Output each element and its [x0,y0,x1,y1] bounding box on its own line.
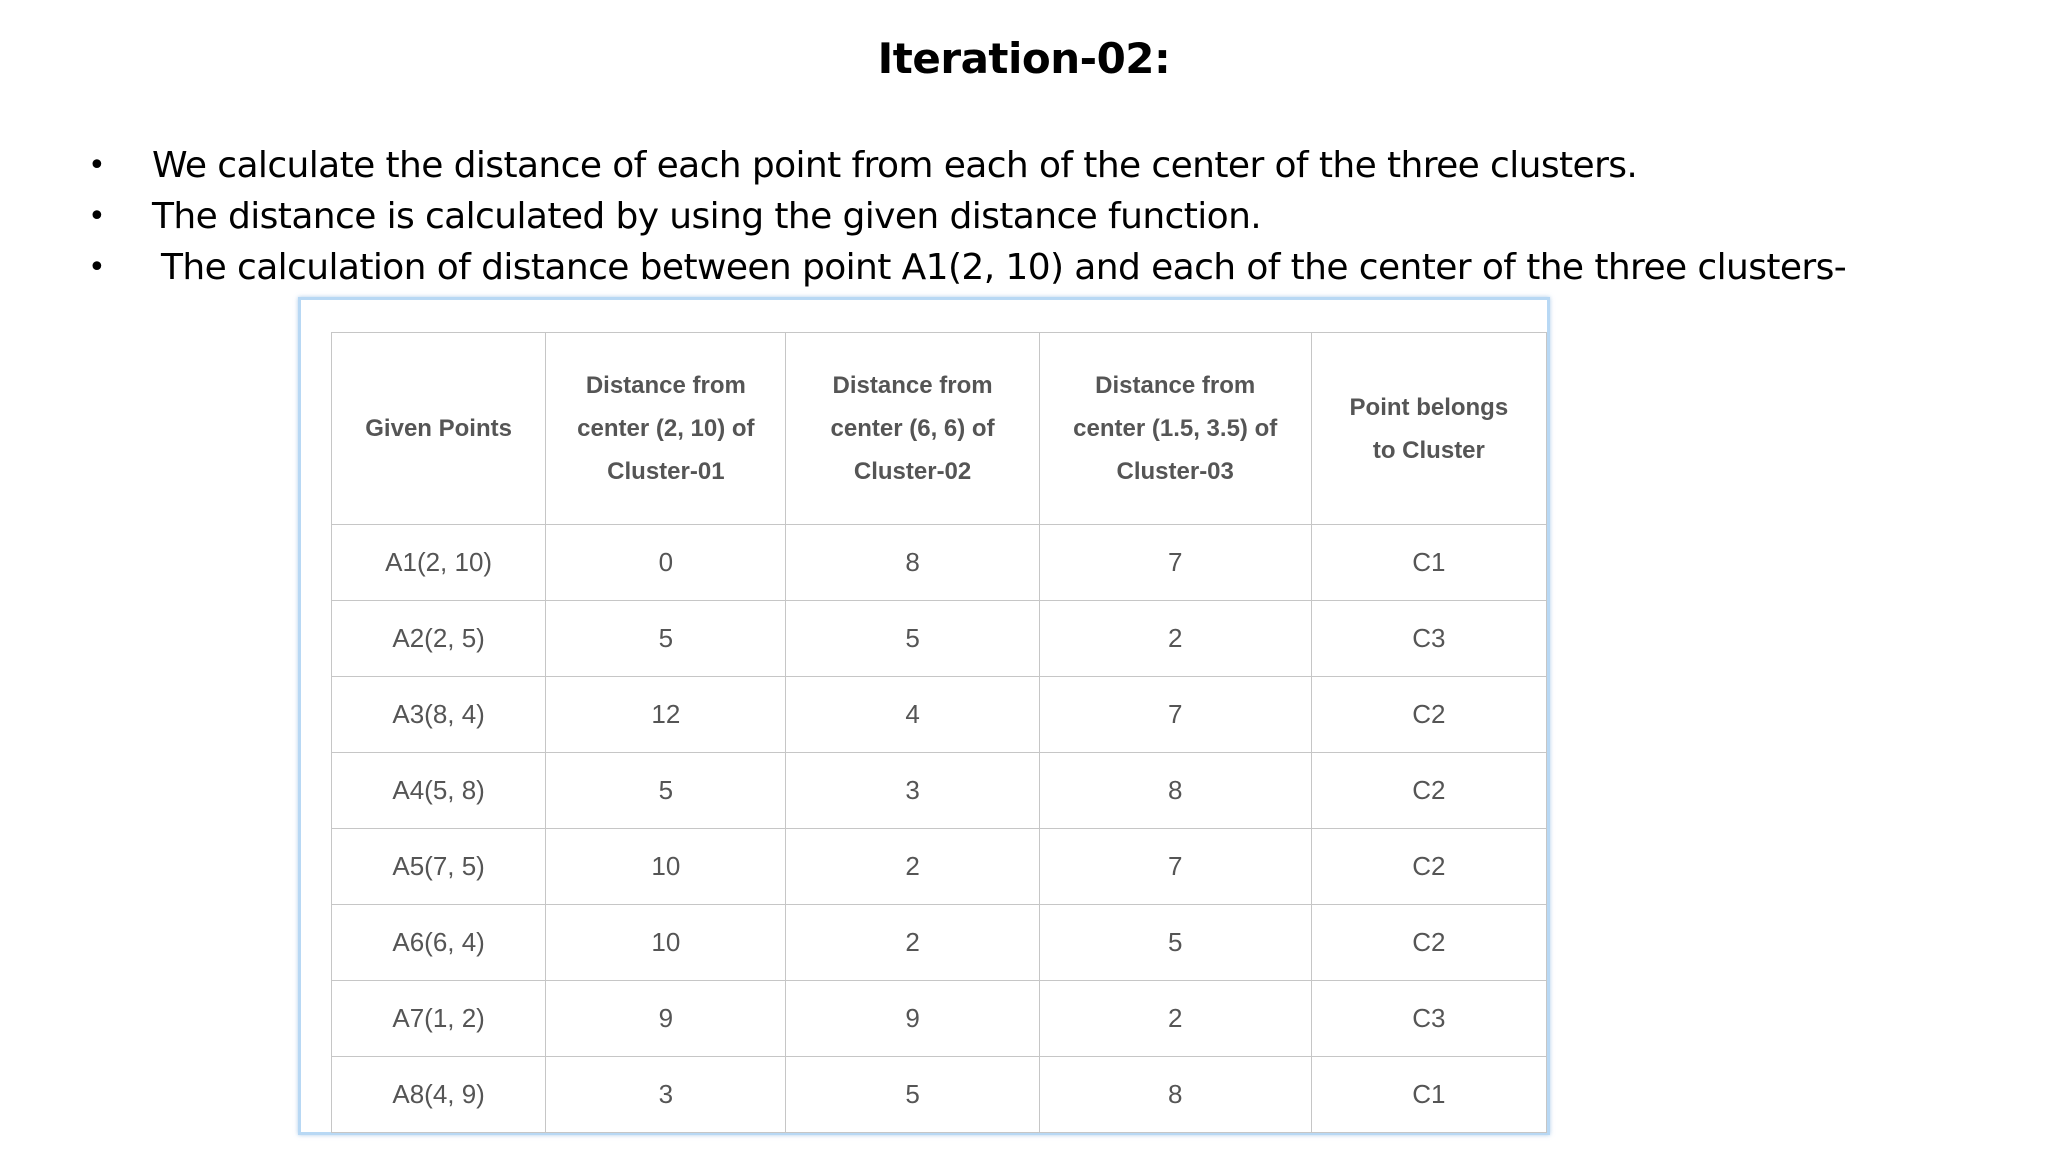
bullet-icon: • [88,199,106,234]
table-cell: C3 [1311,601,1546,677]
bullet-icon: • [88,250,106,285]
bullet-text: The calculation of distance between point A1(2, 10) and each of the center of the three clusters- [161,247,1847,288]
table-cell: C1 [1311,1057,1546,1133]
header-given-points [332,333,546,525]
header-line: Given Points [365,415,512,442]
table-image-frame [298,297,1550,1135]
header-distance-cluster-02 [786,333,1039,525]
table-cell: A2(2, 5) [332,601,546,677]
table-cell: A3(8, 4) [332,677,546,753]
table-header-row [332,333,1547,525]
table-cell: 4 [786,677,1039,753]
table-cell: C3 [1311,981,1546,1057]
table-cell: 5 [1039,905,1311,981]
table-cell: 2 [786,829,1039,905]
table-cell: 12 [546,677,786,753]
table-cell: A7(1, 2) [332,981,546,1057]
table-row [332,525,1547,601]
table-cell: C2 [1311,905,1546,981]
table-cell: 9 [786,981,1039,1057]
table-cell: 7 [1039,525,1311,601]
bullet-icon: • [88,148,106,183]
header-line: Cluster-01 [607,458,725,485]
table-cell: 3 [546,1057,786,1133]
table-cell: 0 [546,525,786,601]
header-point-cluster [1311,333,1546,525]
header-line: Cluster-03 [1116,458,1234,485]
table-cell: 9 [546,981,786,1057]
table-cell: A4(5, 8) [332,753,546,829]
table-cell: C2 [1311,829,1546,905]
table-cell: 5 [546,601,786,677]
table-cell: A8(4, 9) [332,1057,546,1133]
header-line: Distance from [832,372,993,399]
table-cell: 5 [786,1057,1039,1133]
table-cell: 10 [546,829,786,905]
table-cell: 2 [786,905,1039,981]
table-cell: C2 [1311,753,1546,829]
bullet-text: The distance is calculated by using the given distance function. [152,196,1262,237]
header-line: center (1.5, 3.5) of [1073,415,1278,442]
table-cell: 2 [1039,981,1311,1057]
table-cell: 8 [1039,753,1311,829]
slide-title: Iteration-02: [877,34,1171,83]
table-cell: 3 [786,753,1039,829]
table-cell: C1 [1311,525,1546,601]
table-cell: 8 [786,525,1039,601]
table-cell: 10 [546,905,786,981]
table-cell: 5 [786,601,1039,677]
table-cell: 7 [1039,829,1311,905]
header-line: to Cluster [1372,436,1485,464]
table-row [332,753,1547,829]
table-cell: A1(2, 10) [332,525,546,601]
table-row [332,905,1547,981]
table-cell: 2 [1039,601,1311,677]
table-cell: C2 [1311,677,1546,753]
table-row [332,677,1547,753]
table-cell: A5(7, 5) [332,829,546,905]
header-distance-cluster-01 [546,333,786,525]
table-cell: 7 [1039,677,1311,753]
table-cell: A6(6, 4) [332,905,546,981]
bullet-text: We calculate the distance of each point from each of the center of the three clusters. [152,145,1638,186]
header-distance-cluster-03 [1039,333,1311,525]
header-line: Distance from [585,372,746,399]
header-line: Cluster-02 [853,458,972,485]
table-row [332,601,1547,677]
header-line: center (6, 6) of [830,415,995,442]
distance-table [331,332,1547,1133]
header-line: Distance from [1095,372,1256,399]
table-row [332,829,1547,905]
header-line: Point belongs [1349,393,1509,421]
table-row [332,981,1547,1057]
table-row [332,1057,1547,1133]
header-line: center (2, 10) of [577,415,755,442]
table-cell: 8 [1039,1057,1311,1133]
table-cell: 5 [546,753,786,829]
